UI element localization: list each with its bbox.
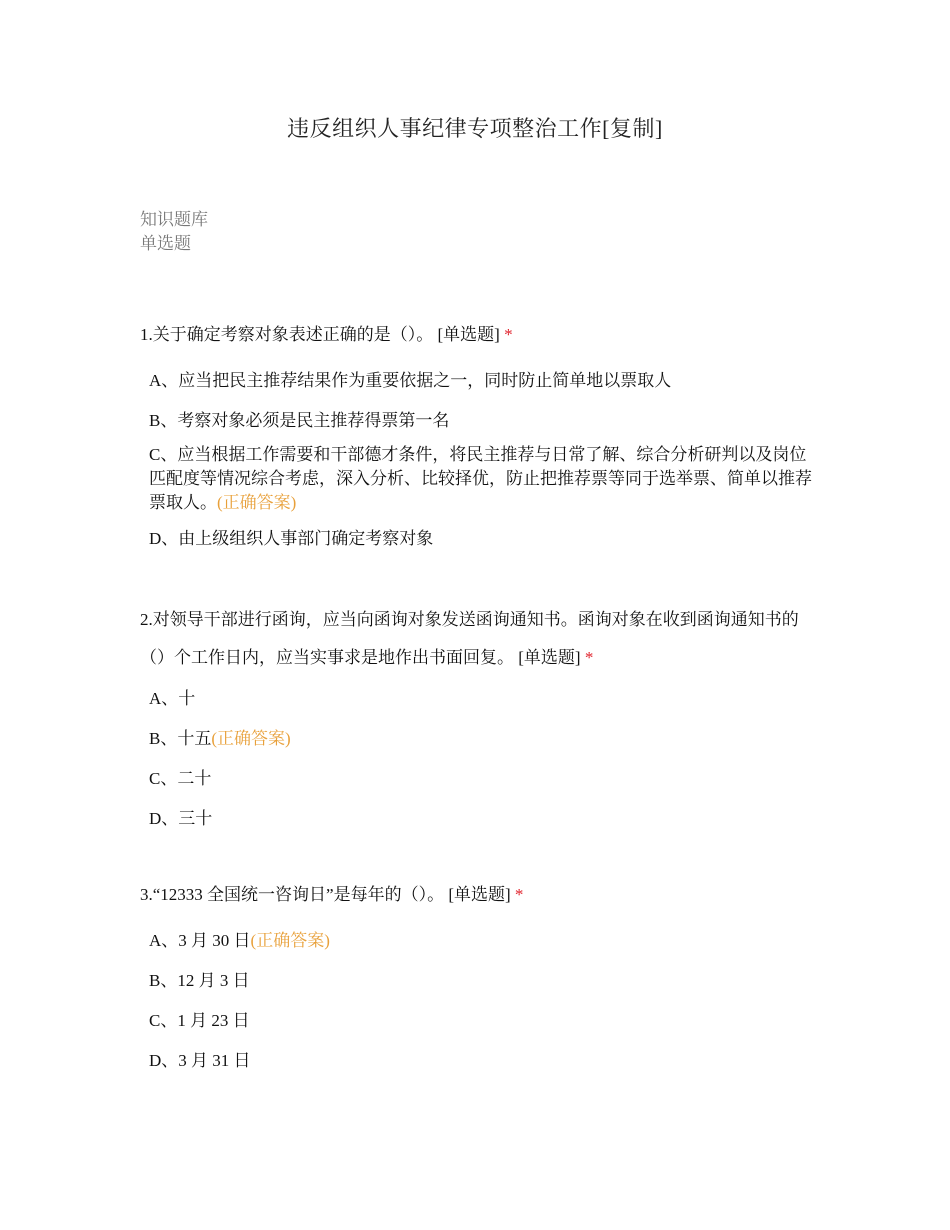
question-2-option-a [149,687,814,711]
question-1-option-b [149,409,814,433]
option-text: C、1 月 23 日 [149,1011,250,1030]
question-3-option-c [149,1009,814,1033]
question-3-option-d [149,1049,814,1073]
question-1-option-c [149,443,814,515]
question-3-option-b [149,969,814,993]
option-text: B、考察对象必须是民主推荐得票第一名 [149,411,450,430]
question-1-option-a [149,369,814,393]
required-mark: * [504,325,513,344]
document-meta [140,208,208,256]
question-text: 3.“12333 全国统一咨询日”是每年的（）。 [单选题] [140,885,511,904]
correct-answer-label: (正确答案) [217,493,297,512]
correct-answer-label: (正确答案) [250,931,330,950]
question-text: 2.对领导干部进行函询，应当向函询对象发送函询通知书。函询对象在收到函询通知书的（）个工作日内，应当实事求是地作出书面回复。 [单选题] [140,610,799,667]
category-label: 知识题库 [140,210,208,229]
option-text: B、12 月 3 日 [149,971,250,990]
question-3-option-a [149,929,814,953]
option-text: D、三十 [149,809,213,828]
option-text: B、十五 [149,729,212,748]
section-label: 单选题 [140,234,191,253]
question-1-option-d [149,527,814,551]
question-2-option-b [149,727,814,751]
question-1-title [140,320,820,350]
question-2-option-d [149,807,814,831]
option-text: D、由上级组织人事部门确定考察对象 [149,529,434,548]
option-text: D、3 月 31 日 [149,1051,251,1070]
required-mark: * [584,648,594,667]
option-text: A、应当把民主推荐结果作为重要依据之一，同时防止简单地以票取人 [149,371,672,390]
option-text: A、3 月 30 日 [149,931,251,950]
correct-answer-label: (正确答案) [211,729,291,748]
question-3-title [140,880,820,910]
question-text: 1.关于确定考察对象表述正确的是（）。 [单选题] [140,325,500,344]
option-text: A、十 [149,689,196,708]
option-text: C、应当根据工作需要和干部德才条件，将民主推荐与日常了解、综合分析研判以及岗位匹配度等情况综合考虑，深入分析、比较择优，防止把推荐票等同于选举票、简单以推荐票取人。 [149,445,812,512]
page-title: 违反组织人事纪律专项整治工作[复制] [287,116,663,141]
question-2-option-c [149,767,814,791]
question-2-title [140,601,812,677]
required-mark: * [514,885,524,904]
option-text: C、二十 [149,769,212,788]
